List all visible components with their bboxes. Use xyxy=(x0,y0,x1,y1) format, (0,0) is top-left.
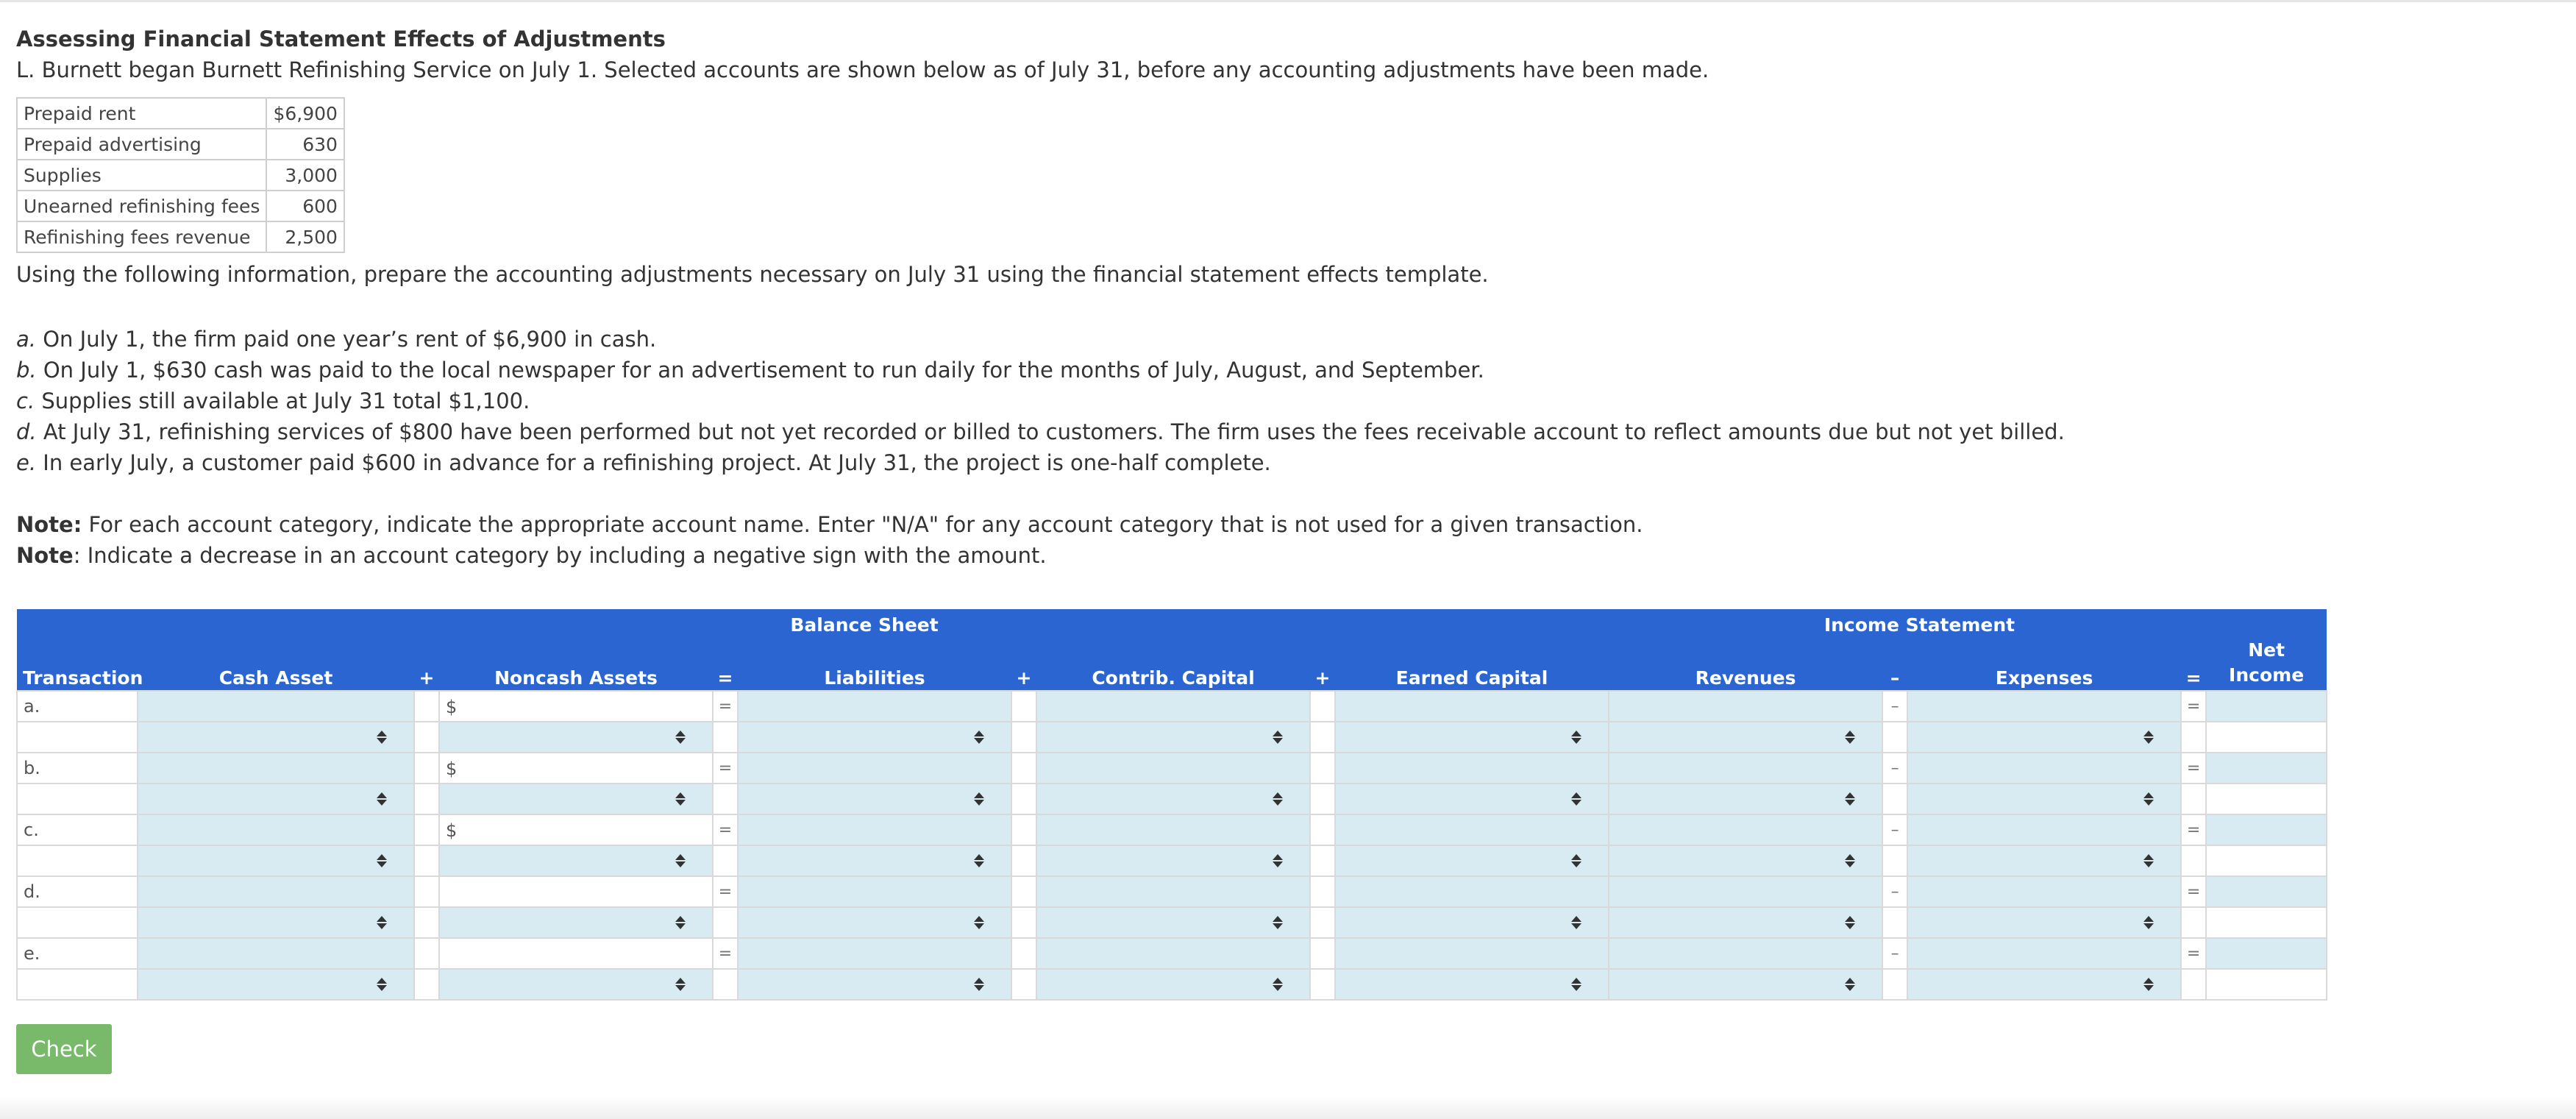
minus-sign: – xyxy=(1882,691,1907,722)
spacer-cell xyxy=(1011,876,1036,907)
net-income-amount-input[interactable] xyxy=(2206,691,2327,722)
spacer-cell xyxy=(1310,691,1335,722)
revenues-account-select[interactable] xyxy=(1609,969,1882,1000)
spacer-cell xyxy=(1310,722,1335,753)
transaction-item xyxy=(16,450,1271,475)
account-amount: 3,000 xyxy=(266,160,344,191)
item-letter: b. xyxy=(16,358,37,383)
contrib-capital-amount-input[interactable] xyxy=(1036,938,1310,969)
contrib-capital-account-select[interactable] xyxy=(1036,969,1310,1000)
item-text: Supplies still available at July 31 total $1,100. xyxy=(35,388,530,413)
contrib-capital-amount-input[interactable] xyxy=(1036,753,1310,784)
expenses-account-select[interactable] xyxy=(1907,722,2181,753)
spacer-cell xyxy=(414,845,439,876)
plus-header: + xyxy=(414,640,439,691)
noncash-assets-account-select[interactable] xyxy=(439,969,713,1000)
spacer-cell xyxy=(1310,938,1335,969)
intro-text: L. Burnett began Burnett Refinishing Service on July 1. Selected accounts are shown below as of July 31, before any accounting adjustments have been made. xyxy=(16,57,1709,82)
dollar-sign: $ xyxy=(446,820,458,841)
template-account-row xyxy=(17,907,2327,938)
earned-capital-amount-input[interactable] xyxy=(1335,814,1609,845)
expenses-header: Expenses xyxy=(1907,640,2181,691)
revenues-account-select[interactable] xyxy=(1609,907,1882,938)
expenses-amount-input[interactable] xyxy=(1907,691,2181,722)
transaction-blank xyxy=(17,907,138,938)
account-row xyxy=(17,129,344,160)
spacer-cell xyxy=(414,784,439,814)
spacer-cell xyxy=(1310,969,1335,1000)
earned-capital-account-select[interactable] xyxy=(1335,722,1609,753)
liabilities-account-select[interactable] xyxy=(738,845,1011,876)
expenses-account-select[interactable] xyxy=(1907,907,2181,938)
minus-sign: – xyxy=(1882,753,1907,784)
expenses-amount-input[interactable] xyxy=(1907,814,2181,845)
contrib-capital-header: Contrib. Capital xyxy=(1036,640,1310,691)
noncash-assets-amount-input[interactable] xyxy=(439,814,713,845)
spacer-cell xyxy=(1882,784,1907,814)
expenses-amount-input[interactable] xyxy=(1907,876,2181,907)
template-amount-row xyxy=(17,753,2327,784)
cash-asset-amount-input[interactable] xyxy=(138,814,414,845)
spacer-cell xyxy=(1011,784,1036,814)
account-amount: 630 xyxy=(266,129,344,160)
transaction-item xyxy=(16,358,1484,383)
noncash-assets-account-select[interactable] xyxy=(439,722,713,753)
spacer-cell xyxy=(414,907,439,938)
account-amount: 600 xyxy=(266,191,344,221)
earned-capital-account-select[interactable] xyxy=(1335,969,1609,1000)
equals-sign: = xyxy=(713,753,738,784)
spacer-cell xyxy=(1011,691,1036,722)
noncash-assets-account-select[interactable] xyxy=(439,784,713,814)
transaction-header: Transaction xyxy=(17,640,138,691)
spacer-cell xyxy=(1882,845,1907,876)
contrib-capital-account-select[interactable] xyxy=(1036,845,1310,876)
revenues-amount-input[interactable] xyxy=(1609,938,1882,969)
earned-capital-amount-input[interactable] xyxy=(1335,938,1609,969)
spacer-cell xyxy=(1310,907,1335,938)
net-income-account-blank xyxy=(2206,845,2327,876)
earned-capital-account-select[interactable] xyxy=(1335,784,1609,814)
equals-header: = xyxy=(2181,640,2206,691)
cash-asset-amount-input[interactable] xyxy=(138,753,414,784)
spacer-cell xyxy=(2181,845,2206,876)
liabilities-account-select[interactable] xyxy=(738,907,1011,938)
balance-sheet-header: Balance Sheet xyxy=(17,609,1609,640)
cash-asset-amount-input[interactable] xyxy=(138,938,414,969)
equals-sign: = xyxy=(713,691,738,722)
liabilities-account-select[interactable] xyxy=(738,784,1011,814)
net-income-header: Net Income xyxy=(2206,609,2327,691)
cash-asset-amount-input[interactable] xyxy=(138,691,414,722)
transaction-blank xyxy=(17,722,138,753)
spacer-cell xyxy=(1011,722,1036,753)
account-row xyxy=(17,98,344,129)
template-account-row xyxy=(17,969,2327,1000)
earned-capital-amount-input[interactable] xyxy=(1335,691,1609,722)
template-account-row xyxy=(17,722,2327,753)
transaction-blank xyxy=(17,845,138,876)
expenses-account-select[interactable] xyxy=(1907,845,2181,876)
equals-sign: = xyxy=(713,876,738,907)
spacer-cell xyxy=(1310,845,1335,876)
spacer-cell xyxy=(1310,784,1335,814)
spacer-cell xyxy=(414,969,439,1000)
contrib-capital-amount-input[interactable] xyxy=(1036,876,1310,907)
minus-sign: – xyxy=(1882,876,1907,907)
spacer-cell xyxy=(1882,722,1907,753)
equals-sign: = xyxy=(2181,691,2206,722)
spacer-cell xyxy=(1011,938,1036,969)
account-name: Prepaid advertising xyxy=(17,129,266,160)
item-letter: c. xyxy=(16,388,35,413)
cash-asset-account-select[interactable] xyxy=(138,722,414,753)
liabilities-amount-input[interactable] xyxy=(738,814,1011,845)
spacer-cell xyxy=(1011,907,1036,938)
plus-header: + xyxy=(1310,640,1335,691)
noncash-assets-amount-input[interactable] xyxy=(439,938,713,969)
transaction-blank xyxy=(17,969,138,1000)
account-name: Unearned refinishing fees xyxy=(17,191,266,221)
equals-sign: = xyxy=(713,938,738,969)
note-text xyxy=(16,512,1643,537)
expenses-amount-input[interactable] xyxy=(1907,753,2181,784)
plus-header: + xyxy=(1011,640,1036,691)
transaction-label: a. xyxy=(17,691,138,722)
liabilities-account-select[interactable] xyxy=(738,722,1011,753)
problem-title: Assessing Financial Statement Effects of Adjustments xyxy=(16,26,666,51)
item-text: On July 1, the firm paid one year’s rent of $6,900 in cash. xyxy=(36,327,657,352)
noncash-assets-account-select[interactable] xyxy=(439,845,713,876)
note-body: : Indicate a decrease in an account category by including a negative sign with the amount. xyxy=(73,543,1047,568)
note-text xyxy=(16,543,1047,568)
template-account-row xyxy=(17,784,2327,814)
transaction-label: c. xyxy=(17,814,138,845)
noncash-assets-account-select[interactable] xyxy=(439,907,713,938)
liabilities-amount-input[interactable] xyxy=(738,938,1011,969)
minus-sign: – xyxy=(1882,814,1907,845)
item-text: In early July, a customer paid $600 in advance for a refinishing project. At July 31, the project is one-half complete. xyxy=(36,450,1271,475)
account-name: Supplies xyxy=(17,160,266,191)
spacer-cell xyxy=(1882,969,1907,1000)
liabilities-amount-input[interactable] xyxy=(738,876,1011,907)
liabilities-header: Liabilities xyxy=(738,640,1011,691)
net-income-amount-input[interactable] xyxy=(2206,814,2327,845)
spacer-cell xyxy=(1011,969,1036,1000)
expenses-amount-input[interactable] xyxy=(1907,938,2181,969)
revenues-account-select[interactable] xyxy=(1609,845,1882,876)
transaction-label: e. xyxy=(17,938,138,969)
dollar-sign: $ xyxy=(446,697,458,717)
account-row xyxy=(17,160,344,191)
expenses-account-select[interactable] xyxy=(1907,969,2181,1000)
cash-asset-account-select[interactable] xyxy=(138,907,414,938)
contrib-capital-account-select[interactable] xyxy=(1036,784,1310,814)
revenues-account-select[interactable] xyxy=(1609,722,1882,753)
item-letter: a. xyxy=(16,327,36,352)
contrib-capital-account-select[interactable] xyxy=(1036,722,1310,753)
spacer-cell xyxy=(414,938,439,969)
noncash-assets-amount-input[interactable] xyxy=(439,753,713,784)
accounts-table xyxy=(16,97,345,253)
cash-asset-header: Cash Asset xyxy=(138,640,414,691)
spacer-cell xyxy=(1882,907,1907,938)
spacer-cell xyxy=(414,753,439,784)
transaction-label: b. xyxy=(17,753,138,784)
equals-sign: = xyxy=(2181,753,2206,784)
transaction-label: d. xyxy=(17,876,138,907)
item-letter: d. xyxy=(16,419,37,444)
spacer-cell xyxy=(414,876,439,907)
cash-asset-account-select[interactable] xyxy=(138,784,414,814)
contrib-capital-amount-input[interactable] xyxy=(1036,691,1310,722)
item-text: On July 1, $630 cash was paid to the local newspaper for an advertisement to run daily for the months of July, August, and September. xyxy=(36,358,1484,383)
net-income-account-blank xyxy=(2206,722,2327,753)
net-income-account-blank xyxy=(2206,784,2327,814)
contrib-capital-account-select[interactable] xyxy=(1036,907,1310,938)
spacer-cell xyxy=(2181,969,2206,1000)
revenues-amount-input[interactable] xyxy=(1609,753,1882,784)
equals-sign: = xyxy=(713,814,738,845)
template-amount-row xyxy=(17,938,2327,969)
equals-header: = xyxy=(713,640,738,691)
equals-sign: = xyxy=(2181,876,2206,907)
account-amount: 2,500 xyxy=(266,221,344,252)
earned-capital-amount-input[interactable] xyxy=(1335,876,1609,907)
transaction-item xyxy=(16,419,2065,444)
note-label: Note xyxy=(16,543,74,568)
spacer-cell xyxy=(713,907,738,938)
template-amount-row xyxy=(17,876,2327,907)
contrib-capital-amount-input[interactable] xyxy=(1036,814,1310,845)
effects-template-table xyxy=(16,609,2327,1001)
spacer-cell xyxy=(1011,753,1036,784)
noncash-assets-header: Noncash Assets xyxy=(439,640,713,691)
account-row xyxy=(17,221,344,252)
spacer-cell xyxy=(414,722,439,753)
transaction-blank xyxy=(17,784,138,814)
net-income-amount-input[interactable] xyxy=(2206,753,2327,784)
cash-asset-account-select[interactable] xyxy=(138,969,414,1000)
cash-asset-account-select[interactable] xyxy=(138,845,414,876)
minus-header: – xyxy=(1882,640,1907,691)
liabilities-account-select[interactable] xyxy=(738,969,1011,1000)
net-income-account-blank xyxy=(2206,969,2327,1000)
item-letter: e. xyxy=(16,450,37,475)
spacer-cell xyxy=(713,845,738,876)
cash-asset-amount-input[interactable] xyxy=(138,876,414,907)
spacer-cell xyxy=(2181,784,2206,814)
spacer-cell xyxy=(414,691,439,722)
spacer-cell xyxy=(1011,814,1036,845)
equals-sign: = xyxy=(2181,938,2206,969)
spacer-cell xyxy=(713,784,738,814)
note-label: Note: xyxy=(16,512,82,537)
template-account-row xyxy=(17,845,2327,876)
revenues-amount-input[interactable] xyxy=(1609,814,1882,845)
spacer-cell xyxy=(1310,753,1335,784)
spacer-cell xyxy=(414,814,439,845)
item-text: At July 31, refinishing services of $800 have been performed but not yet recorded or billed to customers. The firm uses the fees receivable account to reflect amounts due but not yet billed. xyxy=(36,419,2065,444)
liabilities-amount-input[interactable] xyxy=(738,691,1011,722)
spacer-cell xyxy=(713,722,738,753)
spacer-cell xyxy=(1011,845,1036,876)
account-name: Refinishing fees revenue xyxy=(17,221,266,252)
liabilities-amount-input[interactable] xyxy=(738,753,1011,784)
account-name: Prepaid rent xyxy=(17,98,266,129)
account-row xyxy=(17,191,344,221)
income-statement-header: Income Statement xyxy=(1609,609,2206,640)
dollar-sign: $ xyxy=(446,759,458,779)
top-border xyxy=(0,0,2576,2)
revenues-amount-input[interactable] xyxy=(1609,691,1882,722)
note-body: For each account category, indicate the appropriate account name. Enter "N/A" for any account category that is not used for a given transaction. xyxy=(82,512,1643,537)
net-income-account-blank xyxy=(2206,907,2327,938)
template-amount-row xyxy=(17,814,2327,845)
page-footer-shadow xyxy=(0,1096,2576,1119)
spacer-cell xyxy=(1310,814,1335,845)
revenues-amount-input[interactable] xyxy=(1609,876,1882,907)
noncash-assets-amount-input[interactable] xyxy=(439,691,713,722)
net-income-amount-input[interactable] xyxy=(2206,938,2327,969)
minus-sign: – xyxy=(1882,938,1907,969)
earned-capital-account-select[interactable] xyxy=(1335,907,1609,938)
template-amount-row xyxy=(17,691,2327,722)
expenses-account-select[interactable] xyxy=(1907,784,2181,814)
revenues-header: Revenues xyxy=(1609,640,1882,691)
equals-sign: = xyxy=(2181,814,2206,845)
instruction-text: Using the following information, prepare the accounting adjustments necessary on July 31 using the financial statement effects template. xyxy=(16,262,1489,287)
spacer-cell xyxy=(1310,876,1335,907)
earned-capital-header: Earned Capital xyxy=(1335,640,1609,691)
transaction-item xyxy=(16,388,530,413)
spacer-cell xyxy=(2181,722,2206,753)
spacer-cell xyxy=(2181,907,2206,938)
check-button[interactable]: Check xyxy=(16,1024,112,1074)
spacer-cell xyxy=(713,969,738,1000)
transaction-item xyxy=(16,327,656,352)
revenues-account-select[interactable] xyxy=(1609,784,1882,814)
account-amount: $6,900 xyxy=(266,98,344,129)
earned-capital-account-select[interactable] xyxy=(1335,845,1609,876)
noncash-assets-amount-input[interactable] xyxy=(439,876,713,907)
net-income-amount-input[interactable] xyxy=(2206,876,2327,907)
earned-capital-amount-input[interactable] xyxy=(1335,753,1609,784)
